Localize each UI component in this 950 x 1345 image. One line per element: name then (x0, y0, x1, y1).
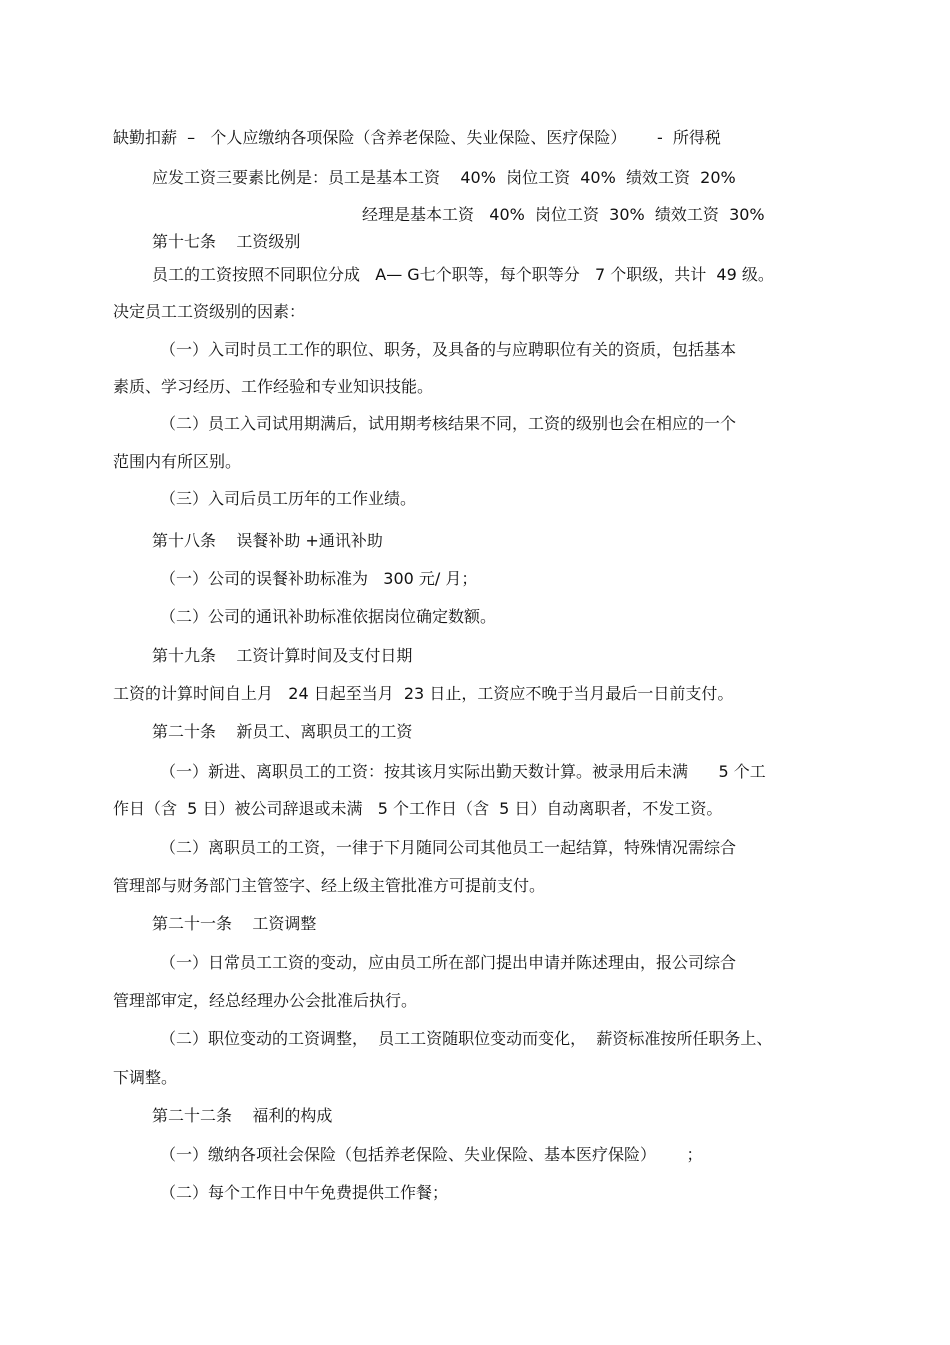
text-line: （二）每个工作日中午免费提供工作餐； (160, 1183, 449, 1202)
text-line: 管理部与财务部门主管签字、经上级主管批准方可提前支付。 (113, 876, 546, 895)
article-heading: 第十九条 工资计算时间及支付日期 (152, 646, 413, 665)
text-line: （二）公司的通讯补助标准依据岗位确定数额。 (160, 607, 497, 626)
text-line: （二）员工入司试用期满后，试用期考核结果不同，工资的级别也会在相应的一个 (160, 414, 737, 433)
text-line: （二）离职员工的工资，一律于下月随同公司其他员工一起结算，特殊情况需综合 (160, 838, 737, 857)
text-line: （一）缴纳各项社会保险（包括养老保险、失业保险、基本医疗保险） ； (160, 1145, 703, 1164)
text-line: 决定员工工资级别的因素： (113, 302, 306, 321)
text-line: （一）新进、离职员工的工资：按其该月实际出勤天数计算。被录用后未满 5 个工 (160, 762, 766, 781)
text-line: 素质、学习经历、工作经验和专业知识技能。 (113, 377, 434, 396)
text-line: 员工的工资按照不同职位分成 A— G七个职等，每个职等分 7 个职级，共计 49 级。 (152, 265, 774, 284)
text-line: 范围内有所区别。 (113, 452, 242, 471)
article-heading: 第二十一条 工资调整 (152, 914, 317, 933)
article-heading: 第二十条 新员工、离职员工的工资 (152, 722, 413, 741)
text-line: （一）公司的误餐补助标准为 300 元/ 月； (160, 569, 478, 588)
text-line: 工资的计算时间自上月 24 日起至当月 23 日止，工资应不晚于当月最后一日前支付。 (113, 684, 734, 703)
text-line: 应发工资三要素比例是：员工是基本工资 40% 岗位工资 40% 绩效工资 20% (152, 168, 736, 187)
article-heading: 第十八条 误餐补助 +通讯补助 (152, 531, 383, 550)
text-line: 缺勤扣薪 – 个人应缴纳各项保险（含养老保险、失业保险、医疗保险） - 所得税 (113, 128, 721, 147)
text-line: （三）入司后员工历年的工作业绩。 (160, 489, 417, 508)
text-line: 经理是基本工资 40% 岗位工资 30% 绩效工资 30% (362, 205, 765, 224)
article-heading: 第十七条 工资级别 (152, 232, 301, 251)
text-line: 下调整。 (113, 1068, 178, 1087)
text-line: 管理部审定，经总经理办公会批准后执行。 (113, 991, 418, 1010)
text-line: 作日（含 5 日）被公司辞退或未满 5 个工作日（含 5 日）自动离职者，不发工资。 (113, 799, 723, 818)
article-heading: 第二十二条 福利的构成 (152, 1106, 333, 1125)
text-line: （二）职位变动的工资调整， 员工工资随职位变动而变化， 薪资标准按所任职务上、 (160, 1029, 773, 1048)
text-line: （一）日常员工工资的变动，应由员工所在部门提出申请并陈述理由，报公司综合 (160, 953, 737, 972)
text-line: （一）入司时员工工作的职位、职务，及具备的与应聘职位有关的资质，包括基本 (160, 340, 737, 359)
